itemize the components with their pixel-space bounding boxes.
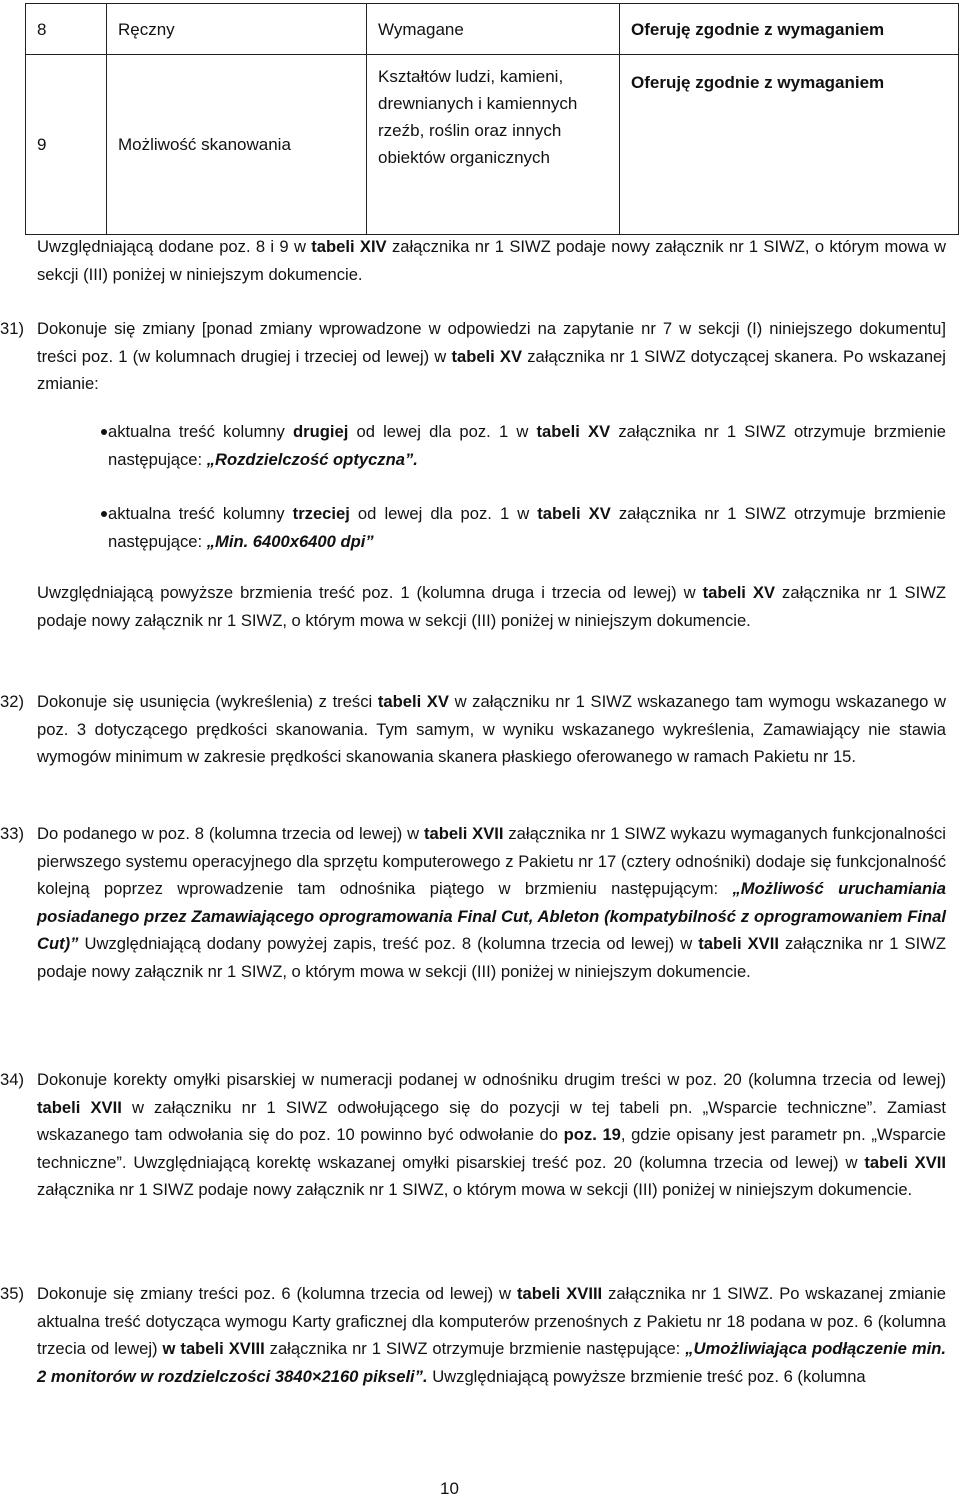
text-span: Uwzględniającą powyższe brzmienie treść poz. 6 (kolumna (427, 1366, 866, 1386)
text-span: Dokonuje się usunięcia (wykreślenia) z treści (37, 692, 378, 711)
item-number: 34) (0, 1070, 24, 1089)
required-value: Wymagane (367, 4, 620, 55)
text-span: Do podanego w poz. 8 (kolumna trzecia od lewej) w (37, 824, 424, 843)
table-ref: tabeli XV (537, 504, 611, 523)
table-ref: tabeli XV (451, 346, 523, 366)
bullet-dot-icon (101, 511, 107, 517)
text-span: aktualna treść kolumny (108, 504, 293, 523)
item-number: 33) (0, 824, 24, 843)
text-span: załącznika nr 1 SIWZ podaje nowy załącznik nr 1 SIWZ, o którym mowa w sekcji (III) poniżej w niniejszym dokumencie. (37, 237, 947, 284)
text-span: załącznika nr 1 SIWZ podaje nowy załącznik nr 1 SIWZ, o którym mowa w sekcji (III) poniżej w niniejszym dokumencie. (37, 1180, 913, 1199)
text-span: załącznika nr 1 SIWZ podaje nowy załącznik nr 1 SIWZ, o którym mowa w sekcji (III) poniżej w niniejszym dokumencie. (37, 583, 946, 630)
bullet-dot-icon (101, 429, 107, 435)
table-ref: tabeli XVII (37, 1097, 122, 1117)
text-span: w załączniku nr 1 SIWZ wskazanego tam wymogu wskazanego w poz. 3 dotyczącego prędkości skanowania. Tym samym, w wyniku wskazanego wykreślenia, Zamawiający nie stawia wymogów minimum w zakresie prędkości skanowania skanera płaskiego oferowanego w ramach Pakietu nr 15. (37, 692, 947, 766)
spec-table (25, 3, 959, 235)
table-row (26, 55, 959, 235)
table-ref: w tabeli XVIII (162, 1339, 265, 1358)
paragraph-consider-1 (37, 233, 946, 288)
text-span: załącznika nr 1 SIWZ otrzymuje brzmienie następujące: (108, 422, 946, 469)
item-body (37, 820, 946, 985)
text-span: Uwzględniającą dodany powyżej zapis, treść poz. 8 (kolumna trzecia od lewej) w (78, 934, 699, 953)
bullet-text (108, 418, 946, 473)
item-body (37, 1280, 946, 1390)
text-span: Uwzględniającą dodane poz. 8 i 9 w (37, 237, 312, 256)
table-ref: tabeli XVII (423, 824, 504, 843)
quoted-value: „Możliwość uruchamiania posiadanego przez Zamawiającego oprogramowania Final Cut, Ableton (kompatybilność z oprogramowaniem Final Cut)” (37, 879, 946, 953)
text-span: Dokonuje się zmiany [ponad zmiany wprowadzone w odpowiedzi na zapytanie nr 7 w sekcji (I) niniejszego dokumentu] treści poz. 1 (w kolumnach drugiej i trzeciej od lewej) w (37, 319, 946, 366)
table-ref: tabeli XVII (698, 934, 779, 953)
table-row (26, 4, 959, 55)
emphasis: trzeciej (292, 504, 350, 523)
text-span: w załączniku nr 1 SIWZ odwołującego się do pozycji w tej tabeli pn. „Wsparcie techniczne”. Zamiast wskazanego tam odwołania się do poz. 10 powinno być odwołanie do (37, 1097, 946, 1144)
text-span: załącznika nr 1 SIWZ otrzymuje brzmienie następujące: (264, 1339, 686, 1358)
item-number: 35) (0, 1284, 24, 1303)
item-body (37, 688, 946, 771)
page-number: 10 (440, 1479, 459, 1498)
text-span: od lewej dla poz. 1 w (348, 422, 537, 441)
item-number: 32) (0, 692, 24, 711)
text-span: załącznika nr 1 SIWZ podaje nowy załącznik nr 1 SIWZ, o którym mowa w sekcji (III) poniżej w niniejszym dokumencie. (37, 934, 946, 981)
offer-value: Oferuję zgodnie z wymaganiem (620, 55, 959, 235)
offer-value: Oferuję zgodnie z wymaganiem (620, 4, 959, 55)
row-number: 9 (26, 55, 107, 235)
parameter-name: Ręczny (107, 4, 367, 55)
text-span: załącznika nr 1 SIWZ otrzymuje brzmienie następujące: (108, 504, 946, 551)
item-number: 31) (0, 319, 24, 338)
quoted-value: „Min. 6400x6400 dpi” (206, 531, 374, 551)
table-ref: tabeli XV (377, 692, 449, 711)
row-number: 8 (26, 4, 107, 55)
required-value: Kształtów ludzi, kamieni, drewnianych i kamiennych rzeźb, roślin oraz innych obiektów organicznych (367, 55, 620, 235)
table-ref: tabeli XVII (864, 1152, 946, 1172)
table-ref: tabeli XIV (311, 237, 387, 256)
text-span: Dokonuje się zmiany treści poz. 6 (kolumna trzecia od lewej) w (37, 1284, 517, 1303)
item-body (37, 1066, 946, 1204)
position-ref: poz. 19 (563, 1125, 621, 1144)
text-span: załącznika nr 1 SIWZ wykazu wymaganych funkcjonalności pierwszego systemu operacyjnego dla sprzętu komputerowego z Pakietu nr 17 (cztery odnośniki) dodaje się funkcjonalność kolejną poprzez wprowadzenie tam odnośnika piątego w brzmieniu następującym: (37, 824, 946, 898)
emphasis: drugiej (293, 422, 349, 441)
table-ref: tabeli XVIII (516, 1284, 603, 1303)
text-span: od lewej dla poz. 1 w (349, 504, 538, 523)
item-body (37, 315, 946, 398)
table-ref: tabeli XV (702, 583, 776, 602)
table-ref: tabeli XV (536, 422, 611, 441)
text-span: aktualna treść kolumny (108, 422, 293, 441)
bullet-text (108, 500, 946, 555)
text-span: załącznika nr 1 SIWZ dotyczącej skanera. Po wskazanej zmianie: (37, 346, 946, 393)
quoted-value: „Rozdzielczość optyczna”. (206, 449, 418, 469)
paragraph-consider-2 (37, 579, 946, 634)
text-span: załącznika nr 1 SIWZ. Po wskazanej zmianie aktualna treść dotycząca wymogu Karty graficznej dla komputerów przenośnych z Pakietu nr 18 podana w poz. 6 (kolumna trzecia od lewej) (37, 1284, 946, 1358)
parameter-name: Możliwość skanowania (107, 55, 367, 235)
text-span: , gdzie opisany jest parametr pn. „Wsparcie techniczne”. Uwzględniającą korektę wskazanej omyłki pisarskiej treść poz. 20 (kolumna trzecia od lewej) w (37, 1125, 947, 1172)
quoted-value: „Umożliwiająca podłączenie min. 2 monitorów w rozdzielczości 3840×2160 pikseli”. (37, 1339, 946, 1386)
text-span: Dokonuje korekty omyłki pisarskiej w numeracji podanej w odnośniku drugim treści w poz. 20 (kolumna trzecia od lewej) (37, 1070, 946, 1089)
text-span: Uwzględniającą powyższe brzmienia treść poz. 1 (kolumna druga i trzecia od lewej) w (37, 583, 703, 602)
